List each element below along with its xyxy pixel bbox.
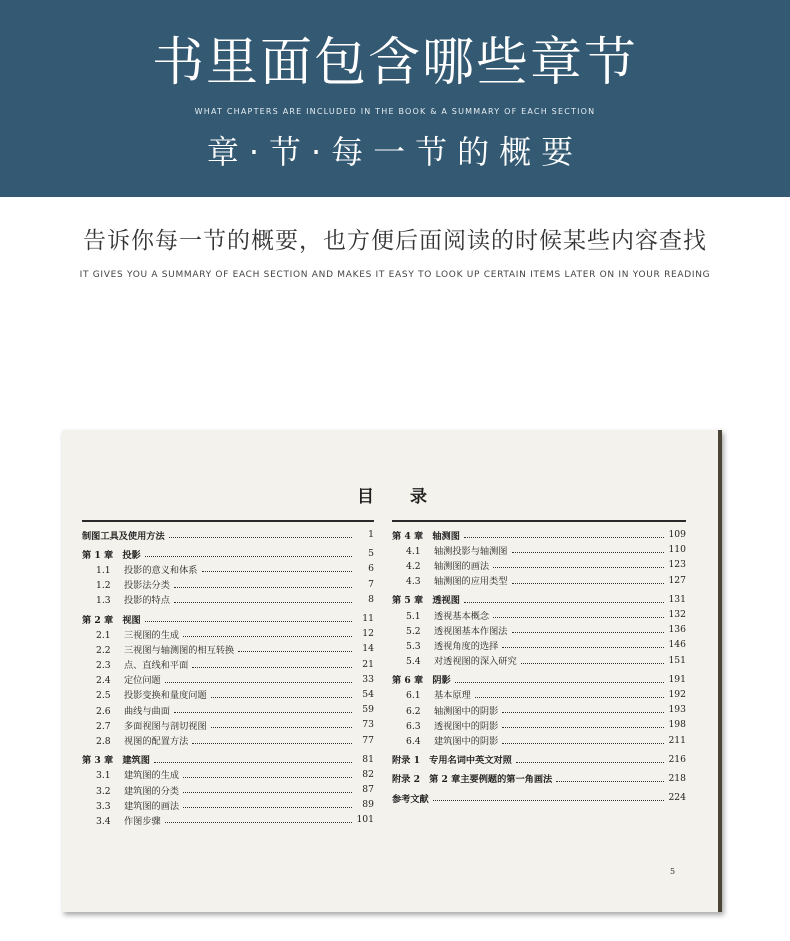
toc-section-entry xyxy=(82,641,374,656)
toc-section-title: 建筑图的生成 xyxy=(124,770,180,782)
toc-page-number: 109 xyxy=(668,529,686,541)
toc-page-number: 123 xyxy=(668,559,686,571)
toc-section-title: 三视图与轴测图的相互转换 xyxy=(124,644,235,656)
dot-leader xyxy=(211,697,352,698)
toc-section-number: 4.3 xyxy=(406,576,421,588)
toc-section-number: 6.3 xyxy=(406,720,421,732)
toc-section-number: 1.2 xyxy=(96,580,111,592)
toc-entry-label xyxy=(392,733,498,747)
dot-leader xyxy=(475,697,664,698)
toc-section-title: 轴测投影与轴测图 xyxy=(434,545,508,557)
toc-section-entry xyxy=(392,637,686,652)
toc-page-number: 21 xyxy=(362,658,374,670)
dot-leader xyxy=(202,571,353,572)
toc-entry-label: 第 3 章 建筑图 xyxy=(82,755,150,767)
right-column-rule xyxy=(392,520,686,522)
toc-entry-label: 附录 2 第 2 章主要例题的第一角画法 xyxy=(392,774,553,786)
toc-section-entry xyxy=(392,542,686,557)
dot-leader xyxy=(145,556,352,557)
toc-page-number: 216 xyxy=(668,753,686,765)
toc-section-number: 2.3 xyxy=(96,660,111,672)
toc-entry-label: 制图工具及使用方法 xyxy=(82,530,165,542)
toc-page-number: 127 xyxy=(668,574,686,586)
banner-title: 书里面包含哪些章节 xyxy=(151,33,638,93)
toc-section-number: 4.1 xyxy=(406,545,421,557)
toc-entry-label xyxy=(392,558,489,572)
toc-page-number: 146 xyxy=(668,639,686,651)
toc-section-number: 3.3 xyxy=(96,800,111,812)
dot-leader xyxy=(183,777,352,778)
toc-page-number: 211 xyxy=(668,734,686,746)
toc-page-number: 7 xyxy=(368,578,374,590)
toc-section-entry xyxy=(392,607,686,622)
toc-section-title: 三视图的生成 xyxy=(124,629,180,641)
toc-entry-label xyxy=(392,623,508,637)
toc-section-entry xyxy=(392,717,686,732)
toc-chapter-entry xyxy=(392,672,686,687)
banner-subtitle: 章·节·每一节的概要 xyxy=(206,133,584,171)
toc-section-number: 2.5 xyxy=(96,690,111,702)
toc-section-title: 轴测图中的阴影 xyxy=(434,705,499,717)
toc-entry-label: 第 4 章 轴测图 xyxy=(392,530,460,542)
toc-entry-label xyxy=(82,718,207,732)
toc-section-entry xyxy=(82,717,374,732)
dot-leader xyxy=(516,762,664,763)
toc-page-number: 73 xyxy=(362,719,374,731)
toc-chapter-entry xyxy=(82,752,374,767)
toc-section-entry xyxy=(82,577,374,592)
toc-entry-label xyxy=(82,767,179,781)
dot-leader xyxy=(165,822,352,823)
toc-title: 目录 xyxy=(357,487,463,507)
toc-entry-label: 参考文献 xyxy=(392,793,429,805)
toc-entry-label xyxy=(82,798,179,812)
toc-page-number: 5 xyxy=(368,548,374,560)
toc-section-number: 2.7 xyxy=(96,720,111,732)
toc-entry-label: 第 2 章 视图 xyxy=(82,614,141,626)
toc-section-number: 5.1 xyxy=(406,610,421,622)
toc-section-number: 5.3 xyxy=(406,640,421,652)
toc-entry-label: 第 1 章 投影 xyxy=(82,549,141,561)
toc-section-number: 4.2 xyxy=(406,560,421,572)
toc-chapter-entry xyxy=(392,527,686,542)
dot-leader xyxy=(192,743,352,744)
page-number: 5 xyxy=(670,867,676,876)
dot-leader xyxy=(556,781,664,782)
toc-section-title: 投影的特点 xyxy=(124,595,170,607)
toc-section-title: 视图的配置方法 xyxy=(124,736,189,748)
toc-left-column xyxy=(82,527,374,828)
toc-section-title: 对透视图的深入研究 xyxy=(434,656,517,668)
toc-chapter-entry xyxy=(82,611,374,626)
toc-entry-label xyxy=(82,733,188,747)
dot-leader xyxy=(502,647,664,648)
toc-section-entry xyxy=(392,557,686,572)
dot-leader xyxy=(433,800,664,801)
toc-section-number: 6.4 xyxy=(406,736,421,748)
dot-leader xyxy=(169,537,352,538)
dot-leader xyxy=(464,537,664,538)
toc-section-entry xyxy=(392,653,686,668)
dot-leader xyxy=(183,792,352,793)
dot-leader xyxy=(464,602,664,603)
toc-section-title: 透视基本概念 xyxy=(434,610,490,622)
dot-leader xyxy=(493,567,664,568)
toc-page-number: 193 xyxy=(668,704,686,716)
toc-section-number: 5.4 xyxy=(406,656,421,668)
dot-leader xyxy=(512,552,665,553)
toc-page-number: 11 xyxy=(362,613,374,625)
toc-section-title: 定位问题 xyxy=(124,675,161,687)
toc-section-title: 建筑图中的阴影 xyxy=(434,736,499,748)
toc-page-number: 12 xyxy=(362,628,374,640)
toc-entry-label xyxy=(392,638,498,652)
toc-page-number: 54 xyxy=(362,688,374,700)
dot-leader xyxy=(165,682,352,683)
toc-section-entry xyxy=(82,687,374,702)
banner-english-caption: WHAT CHAPTERS ARE INCLUDED IN THE BOOK & A SUMMARY OF EACH SECTION xyxy=(194,107,596,116)
toc-entry-label xyxy=(82,657,188,671)
toc-section-title: 透视角度的选择 xyxy=(434,640,499,652)
dot-leader xyxy=(502,743,664,744)
toc-section-number: 3.2 xyxy=(96,785,111,797)
toc-entry-label xyxy=(82,562,198,576)
toc-chapter-entry xyxy=(392,790,686,805)
dot-leader xyxy=(502,727,664,728)
toc-page-number: 191 xyxy=(668,673,686,685)
dot-leader xyxy=(238,651,352,652)
toc-section-entry xyxy=(392,573,686,588)
toc-section-title: 基本原理 xyxy=(434,690,471,702)
toc-section-title: 投影变换和量度问题 xyxy=(124,690,207,702)
toc-section-entry xyxy=(82,797,374,812)
toc-section-entry xyxy=(82,561,374,576)
dot-leader xyxy=(174,602,352,603)
dot-leader xyxy=(512,583,665,584)
toc-section-number: 6.2 xyxy=(406,705,421,717)
toc-page-number: 33 xyxy=(362,673,374,685)
dot-leader xyxy=(183,807,352,808)
dot-leader xyxy=(512,632,665,633)
toc-section-entry xyxy=(82,812,374,827)
toc-page-number: 82 xyxy=(362,768,374,780)
intro-english: IT GIVES YOU A SUMMARY OF EACH SECTION AND MAKES IT EASY TO LOOK UP CERTAIN ITEMS LATER ON IN YOUR READING xyxy=(79,270,711,280)
dot-leader xyxy=(455,682,664,683)
toc-page-number: 198 xyxy=(668,719,686,731)
toc-section-title: 透视图中的阴影 xyxy=(434,720,499,732)
toc-section-number: 3.1 xyxy=(96,770,111,782)
toc-page-number: 132 xyxy=(668,609,686,621)
toc-entry-label xyxy=(392,608,489,622)
toc-entry-label xyxy=(392,653,517,667)
toc-entry-label xyxy=(82,592,170,606)
toc-chapter-entry xyxy=(82,546,374,561)
toc-section-entry xyxy=(392,622,686,637)
toc-section-title: 透视图基本作图法 xyxy=(434,625,508,637)
toc-section-title: 建筑图的画法 xyxy=(124,800,180,812)
dot-leader xyxy=(174,712,352,713)
toc-section-entry xyxy=(392,732,686,747)
toc-section-entry xyxy=(82,672,374,687)
dot-leader xyxy=(493,617,664,618)
toc-section-title: 曲线与曲面 xyxy=(124,705,170,717)
toc-entry-label xyxy=(82,783,179,797)
dot-leader xyxy=(174,587,352,588)
left-column-rule xyxy=(82,520,374,522)
toc-page-number: 101 xyxy=(356,814,374,826)
toc-section-entry xyxy=(82,782,374,797)
header-banner xyxy=(0,0,790,197)
toc-section-number: 5.2 xyxy=(406,625,421,637)
toc-section-number: 6.1 xyxy=(406,690,421,702)
dot-leader xyxy=(145,621,352,622)
toc-entry-label xyxy=(82,672,161,686)
toc-section-number: 2.2 xyxy=(96,644,111,656)
toc-page-number: 110 xyxy=(668,544,686,556)
toc-section-entry xyxy=(82,702,374,717)
toc-section-title: 轴测图的画法 xyxy=(434,560,490,572)
toc-page-scan xyxy=(62,430,722,912)
toc-page-number: 87 xyxy=(362,784,374,796)
toc-section-number: 2.8 xyxy=(96,736,111,748)
toc-page-number: 192 xyxy=(668,688,686,700)
toc-section-number: 2.6 xyxy=(96,705,111,717)
toc-entry-label xyxy=(82,577,170,591)
toc-page-number: 136 xyxy=(668,624,686,636)
toc-section-entry xyxy=(392,702,686,717)
toc-section-entry xyxy=(82,732,374,747)
dot-leader xyxy=(192,667,352,668)
toc-section-number: 2.1 xyxy=(96,629,111,641)
toc-section-title: 轴测图的应用类型 xyxy=(434,576,508,588)
dot-leader xyxy=(211,727,352,728)
toc-entry-label xyxy=(82,627,179,641)
toc-section-number: 1.3 xyxy=(96,595,111,607)
toc-chapter-entry xyxy=(392,752,686,767)
toc-section-entry xyxy=(82,592,374,607)
toc-entry-label xyxy=(392,543,508,557)
toc-section-entry xyxy=(392,687,686,702)
toc-section-title: 点、直线和平面 xyxy=(124,660,189,672)
toc-entry-label xyxy=(392,573,508,587)
toc-entry-label: 附录 1 专用名词中英文对照 xyxy=(392,755,512,767)
dot-leader xyxy=(521,663,664,664)
toc-chapter-entry xyxy=(392,592,686,607)
toc-page-number: 131 xyxy=(668,593,686,605)
toc-section-title: 投影法分类 xyxy=(124,580,170,592)
toc-page-number: 6 xyxy=(368,563,374,575)
toc-entry-label: 第 5 章 透视图 xyxy=(392,595,460,607)
toc-section-entry xyxy=(82,657,374,672)
toc-entry-label xyxy=(82,642,234,656)
toc-section-title: 多面视图与剖切视图 xyxy=(124,720,207,732)
dot-leader xyxy=(502,712,664,713)
toc-page-number: 218 xyxy=(668,772,686,784)
toc-page-number: 59 xyxy=(362,704,374,716)
toc-section-number: 1.1 xyxy=(96,564,111,576)
toc-section-entry xyxy=(82,767,374,782)
toc-page-number: 1 xyxy=(368,529,374,541)
toc-entry-label xyxy=(82,703,170,717)
toc-entry-label xyxy=(82,813,161,827)
toc-entry-label xyxy=(392,687,471,701)
toc-section-title: 投影的意义和体系 xyxy=(124,564,198,576)
toc-page-number: 14 xyxy=(362,643,374,655)
toc-section-number: 3.4 xyxy=(96,815,111,827)
dot-leader xyxy=(183,636,352,637)
toc-section-entry xyxy=(82,626,374,641)
toc-chapter-entry xyxy=(82,527,374,542)
toc-page-number: 77 xyxy=(362,734,374,746)
toc-entry-label xyxy=(392,703,498,717)
toc-section-number: 2.4 xyxy=(96,675,111,687)
intro-chinese: 告诉你每一节的概要，也方便后面阅读的时候某些内容查找 xyxy=(83,228,707,254)
toc-page-number: 224 xyxy=(668,792,686,804)
toc-right-column xyxy=(392,527,686,805)
toc-section-title: 作图步骤 xyxy=(124,815,161,827)
toc-page-number: 8 xyxy=(368,593,374,605)
dot-leader xyxy=(154,762,352,763)
toc-chapter-entry xyxy=(392,771,686,786)
toc-page-number: 81 xyxy=(362,753,374,765)
toc-entry-label: 第 6 章 阴影 xyxy=(392,675,451,687)
toc-entry-label xyxy=(392,718,498,732)
toc-entry-label xyxy=(82,687,207,701)
toc-page-number: 151 xyxy=(668,654,686,666)
toc-page-number: 89 xyxy=(362,799,374,811)
toc-section-title: 建筑图的分类 xyxy=(124,785,180,797)
